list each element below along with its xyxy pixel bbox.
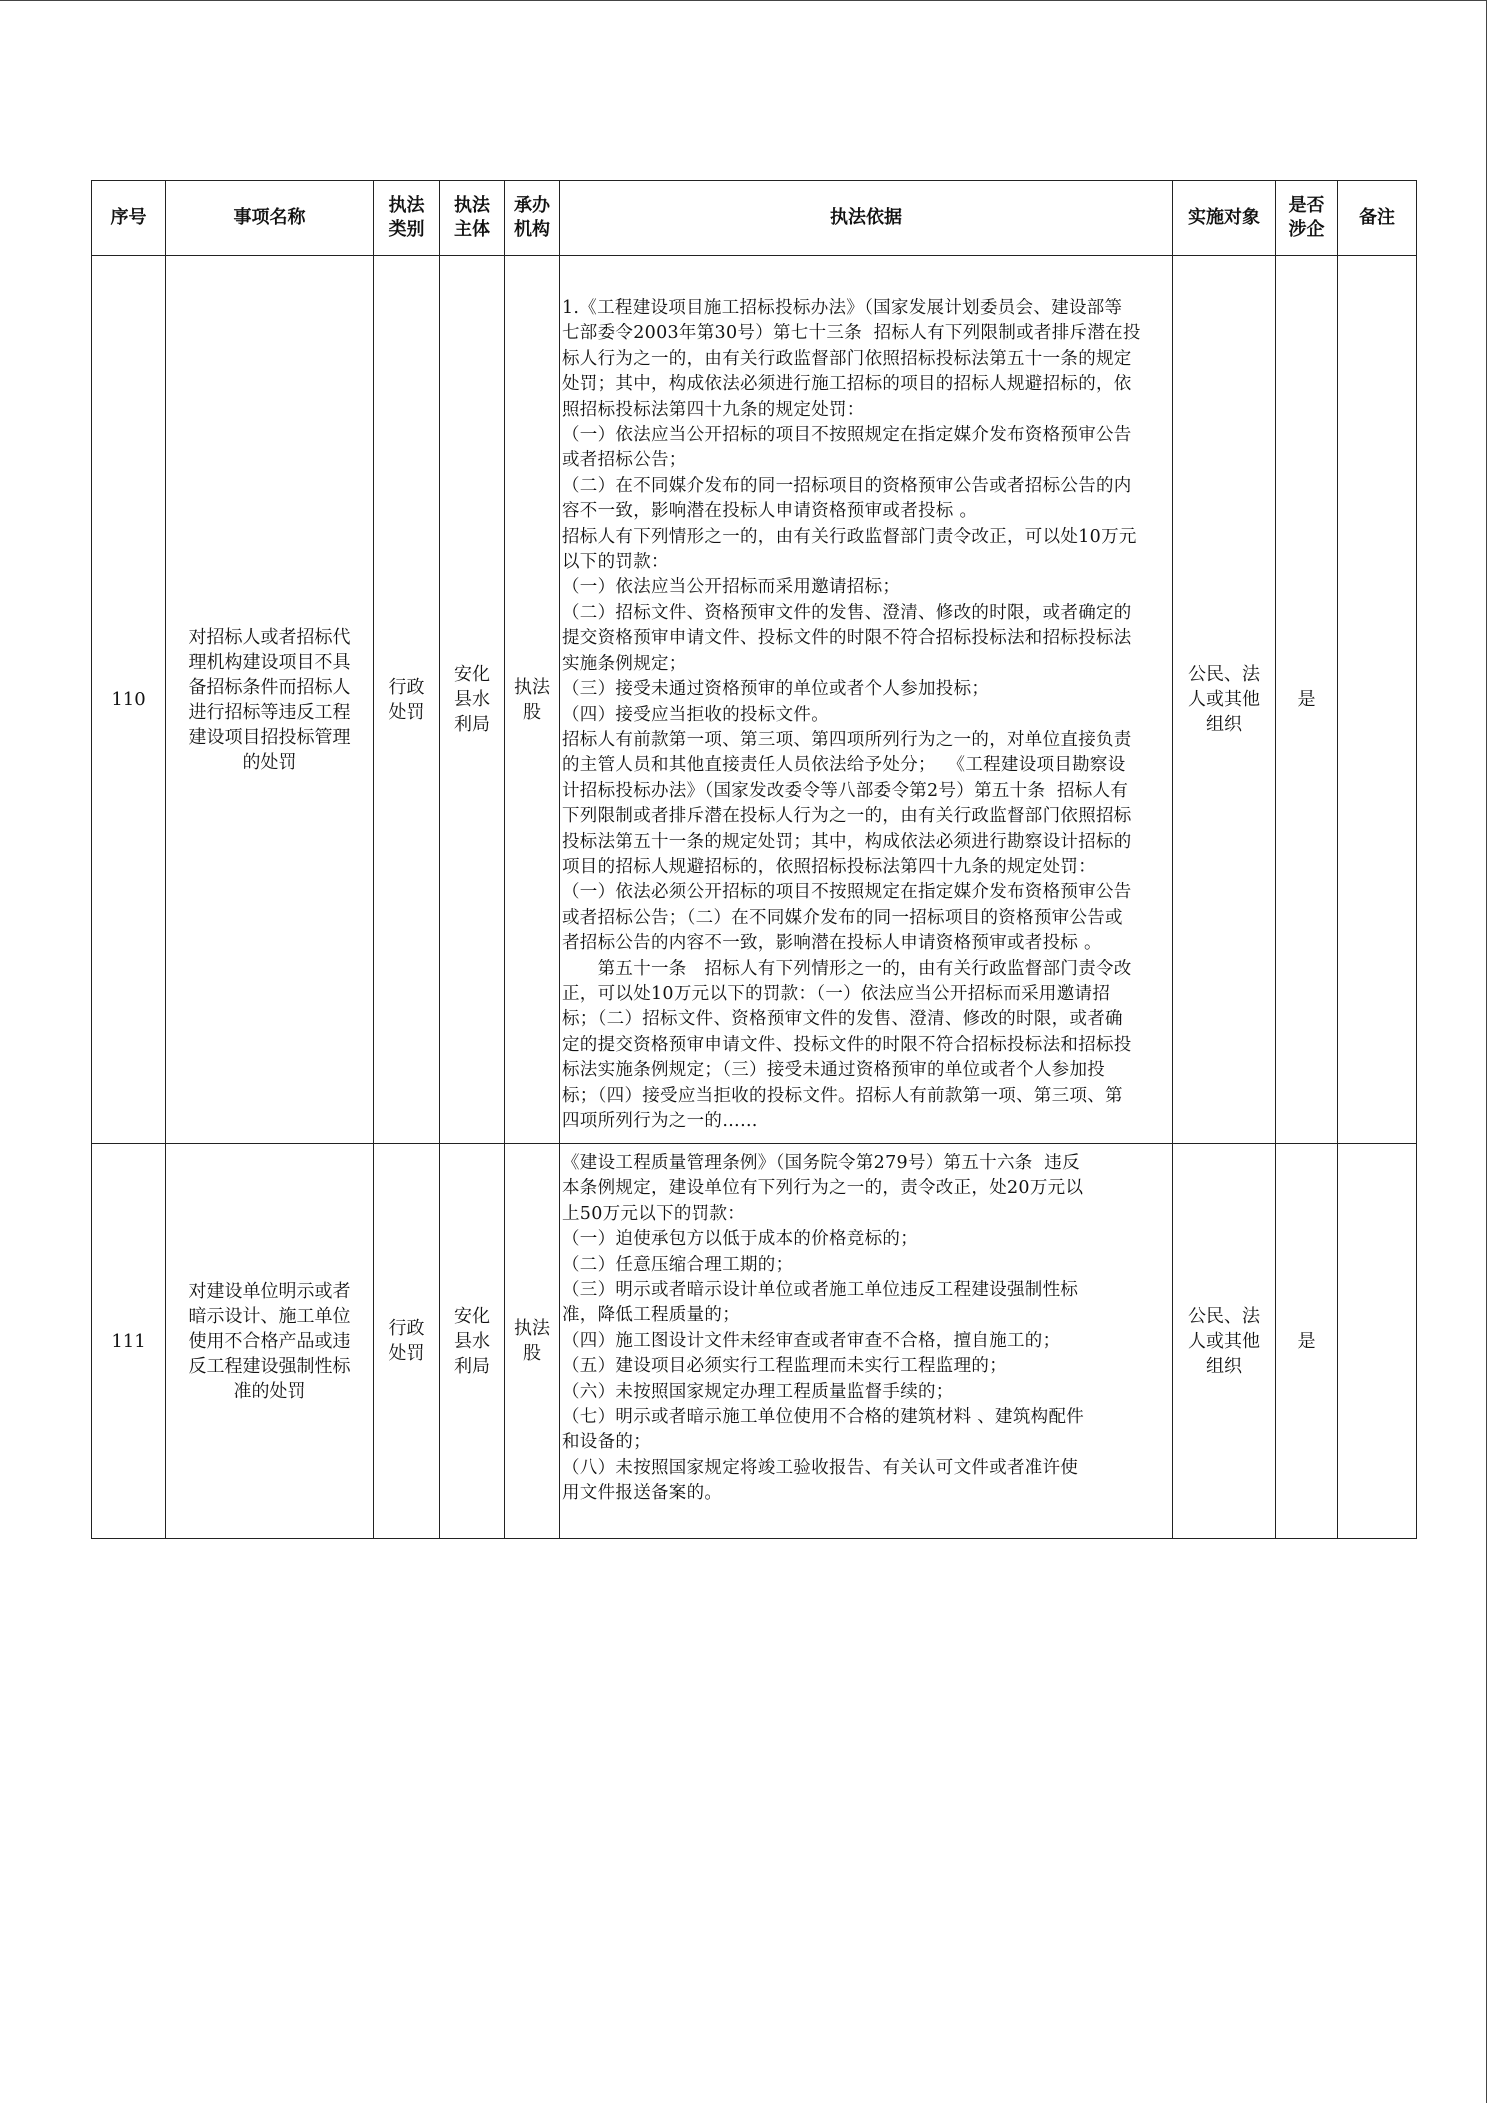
cell-subject <box>440 1144 505 1539</box>
cell-basis-line: 《建设工程质量管理条例》（国务院令第279号）第五十六条 违反 <box>562 1153 1080 1173</box>
cell-basis-line: （二）任意压缩合理工期的； <box>562 1254 794 1275</box>
cell-basis <box>560 1144 1173 1539</box>
cell-category-line: 处罚 <box>388 701 425 723</box>
cell-target <box>1173 1144 1276 1539</box>
header-line: 主体 <box>454 219 490 240</box>
header-line: 机构 <box>514 219 550 240</box>
cell-basis-line: 的主管人员和其他直接责任人员依法给予处分； 《工程建设项目勘察设 <box>562 755 1126 776</box>
table-row <box>92 1144 1417 1539</box>
cell-name-line: 的处罚 <box>242 751 297 773</box>
cell-basis-line: 项目的招标人规避招标的，依照招标投标法第四十九条的规定处罚： <box>562 856 1096 877</box>
cell-target-line: 公民、法 <box>1188 1305 1260 1327</box>
cell-basis-line: （四）施工图设计文件未经审查或者审查不合格，擅自施工的； <box>562 1330 1061 1351</box>
header-subject <box>440 181 505 256</box>
cell-enterprise: 是 <box>1276 256 1338 1144</box>
cell-name-line: 进行招标等违反工程 <box>188 701 351 723</box>
cell-agency <box>505 1144 560 1539</box>
cell-basis-line: （四）接受应当拒收的投标文件。 <box>562 704 829 725</box>
cell-agency-line: 执法 <box>514 1318 550 1339</box>
cell-basis-line: 标人行为之一的，由有关行政监督部门依照招标投标法第五十一条的规定 <box>562 348 1132 369</box>
table-row <box>92 256 1417 1144</box>
header-row <box>92 181 1417 256</box>
cell-subject-line: 县水 <box>454 1330 490 1352</box>
cell-basis-line: （三）明示或者暗示设计单位或者施工单位违反工程建设强制性标 <box>562 1280 1079 1301</box>
header-line: 是否 <box>1288 195 1325 216</box>
cell-subject-line: 利局 <box>454 714 490 735</box>
header-remark: 备注 <box>1338 181 1417 256</box>
cell-name-line: 建设项目招投标管理 <box>188 726 351 748</box>
header-category <box>374 181 440 256</box>
cell-basis-line: 照招标投标法第四十九条的规定处罚： <box>562 399 865 420</box>
cell-basis-line: （二）招标文件、资格预审文件的发售、澄清、修改的时限，或者确定的 <box>562 602 1132 623</box>
cell-category-line: 处罚 <box>388 1343 425 1364</box>
cell-remark <box>1338 1144 1417 1539</box>
header-line: 类别 <box>388 219 425 240</box>
cell-target-line: 组织 <box>1206 714 1242 735</box>
cell-name-line: 暗示设计、施工单位 <box>188 1305 351 1327</box>
cell-basis-line: 者招标公告的内容不一致，影响潜在投标人申请资格预审或者投标 。 <box>562 933 1102 954</box>
cell-category-line: 行政 <box>388 1318 425 1339</box>
cell-target <box>1173 256 1276 1144</box>
cell-basis-line: （三）接受未通过资格预审的单位或者个人参加投标； <box>562 679 990 700</box>
cell-agency <box>505 256 560 1144</box>
cell-basis-line: 标；（四）接受应当拒收的投标文件。招标人有前款第一项、第三项、第 <box>562 1085 1123 1106</box>
cell-basis-line: 或者招标公告；（二）在不同媒介发布的同一招标项目的资格预审公告或 <box>562 907 1123 928</box>
cell-target-line: 人或其他 <box>1188 689 1260 710</box>
cell-target-line: 组织 <box>1206 1355 1242 1377</box>
cell-subject-line: 县水 <box>454 689 490 710</box>
cell-basis-line: 七部委令2003年第30号）第七十三条 招标人有下列限制或者排斥潜在投 <box>562 323 1141 344</box>
cell-basis-line: 标法实施条例规定；（三）接受未通过资格预审的单位或者个人参加投 <box>562 1060 1106 1081</box>
cell-no: 111 <box>92 1144 166 1539</box>
enforcement-table <box>91 180 1417 1539</box>
cell-target-line: 人或其他 <box>1188 1330 1260 1352</box>
cell-basis-line: （五）建设项目必须实行工程监理而未实行工程监理的； <box>562 1356 1007 1377</box>
cell-basis-line: （七）明示或者暗示施工单位使用不合格的建筑材料 、建筑构配件 <box>562 1407 1085 1428</box>
cell-basis-line: （二）在不同媒介发布的同一招标项目的资格预审公告或者招标公告的内 <box>562 475 1132 496</box>
cell-name-line: 备招标条件而招标人 <box>188 676 351 698</box>
cell-basis-line: 招标人有前款第一项、第三项、第四项所列行为之一的，对单位直接负责 <box>562 729 1132 750</box>
cell-subject-line: 安化 <box>454 664 490 685</box>
cell-agency-line: 执法 <box>514 676 550 698</box>
header-line: 执法 <box>388 195 425 216</box>
cell-basis-line: 和设备的； <box>562 1432 651 1453</box>
cell-basis-line: 用文件报送备案的。 <box>562 1483 723 1504</box>
cell-basis-line: 正，可以处10万元以下的罚款：（一）依法应当公开招标而采用邀请招 <box>562 983 1111 1004</box>
header-line: 执法 <box>454 195 490 216</box>
cell-basis-line: （一）依法应当公开招标而采用邀请招标； <box>562 577 901 598</box>
cell-basis-line: （一）依法应当公开招标的项目不按照规定在指定媒介发布资格预审公告 <box>562 425 1132 446</box>
cell-agency-line: 股 <box>523 701 541 723</box>
cell-name-line: 理机构建设项目不具 <box>188 651 351 673</box>
cell-basis-line: 上50万元以下的罚款： <box>562 1203 746 1224</box>
header-name: 事项名称 <box>166 181 374 256</box>
cell-basis-line: 或者招标公告； <box>562 450 687 471</box>
cell-basis-line: 定的提交资格预审申请文件、投标文件的时限不符合招标投标法和招标投 <box>562 1034 1132 1055</box>
cell-basis-line: 以下的罚款： <box>562 552 669 573</box>
cell-basis-line: 提交资格预审申请文件、投标文件的时限不符合招标投标法和招标投标法 <box>562 628 1132 649</box>
cell-basis-line: 下列限制或者排斥潜在投标人行为之一的，由有关行政监督部门依照招标 <box>562 806 1132 827</box>
header-basis: 执法依据 <box>560 181 1173 256</box>
header-no: 序号 <box>92 181 166 256</box>
cell-no: 110 <box>92 256 166 1144</box>
cell-enterprise: 是 <box>1276 1144 1338 1539</box>
cell-name-line: 对建设单位明示或者 <box>188 1280 351 1302</box>
cell-target-line: 公民、法 <box>1188 664 1260 685</box>
header-agency <box>505 181 560 256</box>
cell-name-line: 反工程建设强制性标 <box>188 1355 351 1377</box>
cell-basis-line: 处罚；其中，构成依法必须进行施工招标的项目的招标人规避招标的，依 <box>562 374 1132 395</box>
cell-basis-line: （六）未按照国家规定办理工程质量监督手续的； <box>562 1381 954 1402</box>
cell-name-line: 使用不合格产品或违 <box>188 1330 351 1352</box>
cell-subject-line: 利局 <box>454 1355 490 1377</box>
cell-subject <box>440 256 505 1144</box>
cell-name <box>166 1144 374 1539</box>
cell-basis-line: 准，降低工程质量的； <box>562 1305 740 1326</box>
cell-name-line: 对招标人或者招标代 <box>188 626 351 648</box>
cell-basis-line: （八）未按照国家规定将竣工验收报告、有关认可文件或者准许使 <box>562 1457 1079 1478</box>
cell-basis-line: 容不一致，影响潜在投标人申请资格预审或者投标 。 <box>562 501 978 522</box>
cell-basis-line: （一）依法必须公开招标的项目不按照规定在指定媒介发布资格预审公告 <box>562 882 1132 903</box>
header-enterprise <box>1276 181 1338 256</box>
cell-basis-line: 标；（二）招标文件、资格预审文件的发售、澄清、修改的时限，或者确 <box>562 1009 1123 1030</box>
cell-category-line: 行政 <box>388 676 425 698</box>
cell-basis-line: 第五十一条 招标人有下列情形之一的，由有关行政监督部门责令改 <box>562 958 1132 979</box>
cell-basis-line: 实施条例规定； <box>562 653 687 674</box>
header-line: 承办 <box>514 195 550 216</box>
header-target: 实施对象 <box>1173 181 1276 256</box>
cell-remark <box>1338 256 1417 1144</box>
cell-basis-line: 本条例规定，建设单位有下列行为之一的，责令改正，处20万元以 <box>562 1178 1084 1199</box>
cell-basis-line: 计招标投标办法》（国家发改委令等八部委令第2号）第五十条 招标人有 <box>562 780 1129 801</box>
cell-basis-line: 1.《工程建设项目施工招标投标办法》（国家发展计划委员会、建设部等 <box>562 298 1123 318</box>
cell-agency-line: 股 <box>523 1343 541 1364</box>
cell-basis <box>560 256 1173 1144</box>
cell-basis-line: 四项所列行为之一的…… <box>562 1111 758 1131</box>
cell-basis-line: （一）迫使承包方以低于成本的价格竞标的； <box>562 1229 918 1250</box>
cell-category <box>374 1144 440 1539</box>
header-line: 涉企 <box>1288 219 1325 240</box>
cell-name-line: 准的处罚 <box>233 1380 306 1402</box>
cell-name <box>166 256 374 1144</box>
cell-basis-line: 投标法第五十一条的规定处罚；其中，构成依法必须进行勘察设计招标的 <box>562 831 1132 852</box>
cell-basis-line: 招标人有下列情形之一的，由有关行政监督部门责令改正，可以处10万元 <box>562 526 1137 547</box>
cell-subject-line: 安化 <box>454 1305 490 1327</box>
cell-category <box>374 256 440 1144</box>
